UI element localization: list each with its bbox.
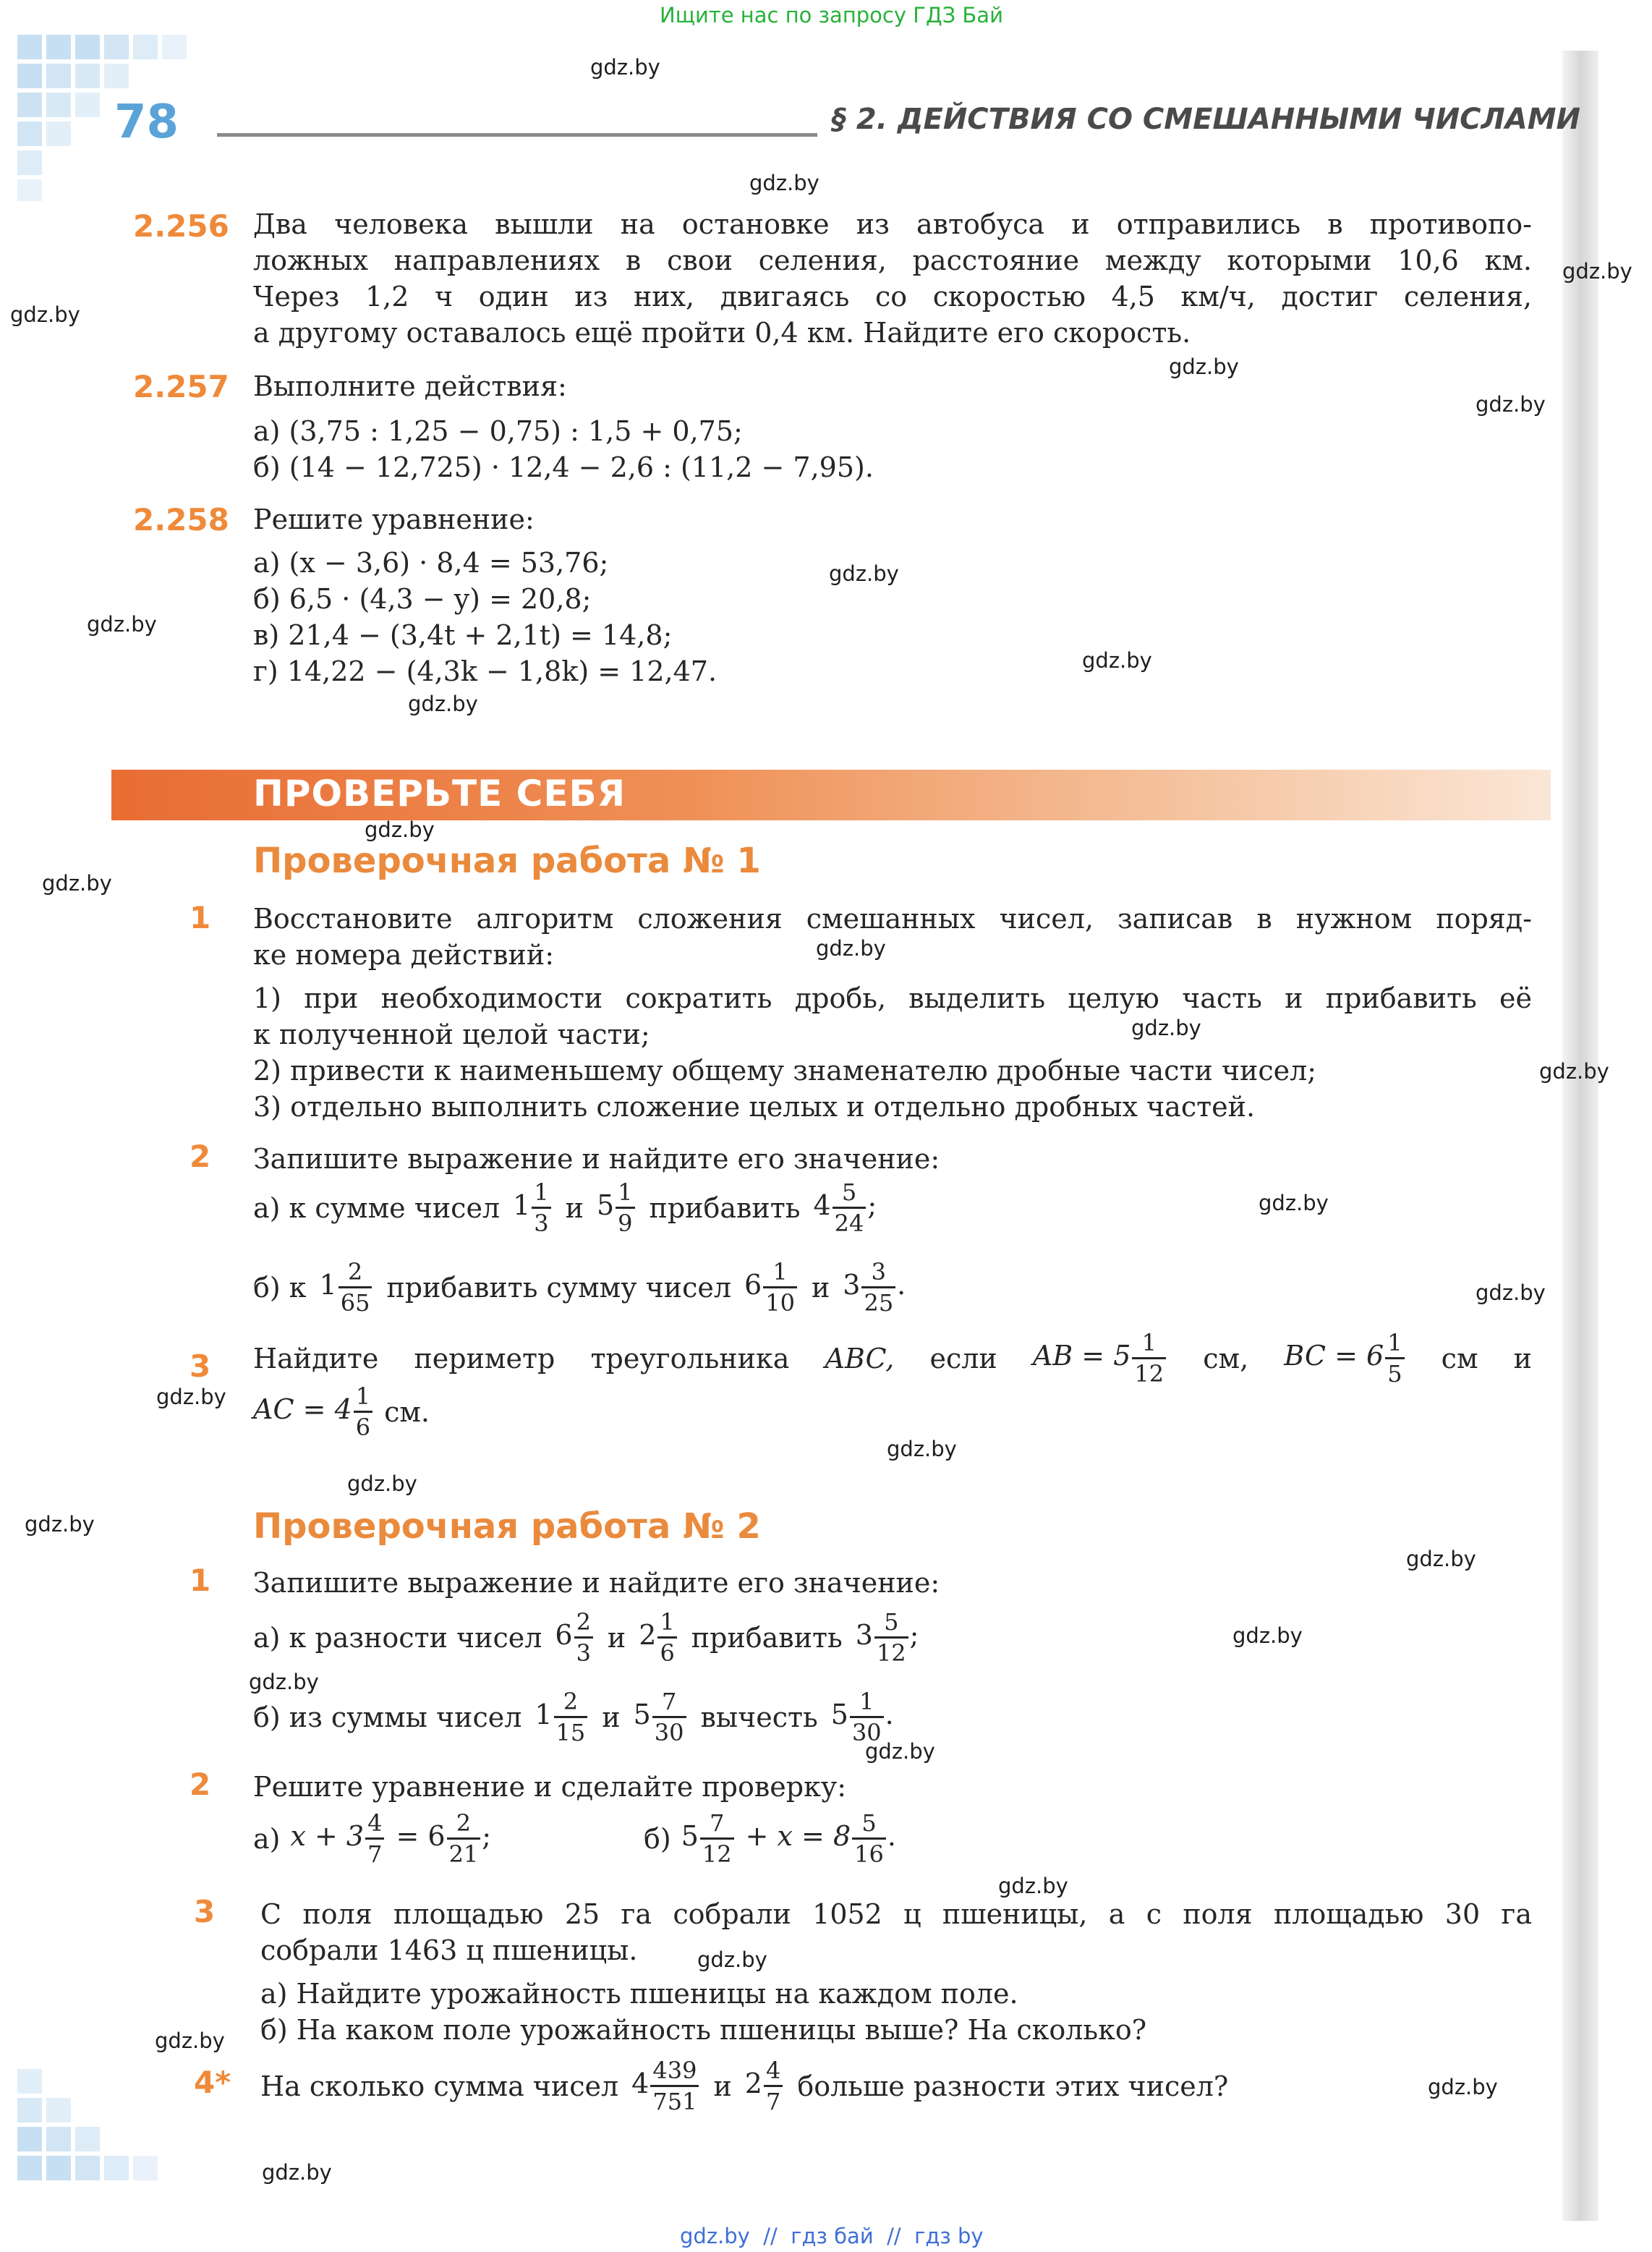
work-1-q3-number: 3 xyxy=(190,1348,211,1384)
work-1-q1-number: 1 xyxy=(190,900,211,935)
watermark-text: gdz.by xyxy=(697,1947,767,1972)
work-2-q3-b: б) На каком поле урожайность пшеницы выше? На сколько? xyxy=(260,2014,1147,2046)
task-2-258-intro: Решите уравнение: xyxy=(253,503,535,535)
work-1-q2-a xyxy=(253,1178,877,1237)
watermark-text: gdz.by xyxy=(998,1874,1068,1898)
work-2-q2-a: а) x + 3 $\frac{4}{7}$ = 6 $\frac{2}{21}$ ; xyxy=(253,1809,492,1868)
site-banner-link[interactable]: Ищите нас по запросу ГДЗ Бай xyxy=(660,3,1003,27)
work-1-q1-step: 3) отдельно выполнить сложение целых и отдельно дробных частей. xyxy=(253,1091,1256,1123)
work-1-q1-step: к полученной целой части; xyxy=(253,1019,650,1050)
task-2-258-c: в) 21,4 − (3,4t + 2,1t) = 14,8; xyxy=(253,619,673,651)
task-number-2-257: 2.257 xyxy=(133,369,229,404)
work-1-title: Проверочная работа № 1 xyxy=(253,841,761,881)
task-2-256-line: Через 1,2 ч один из них, двигаясь со скоростью 4,5 км/ч, достиг селения, xyxy=(253,281,1532,313)
work-1-q2-b xyxy=(253,1258,906,1317)
work-2-q4: На сколько сумма чисел 4 $\frac{439}{751}$ и 2 $\frac{4}{7}$ больше разности этих чисел? xyxy=(260,2057,1229,2115)
task-2-256-line: ложных направлениях в свои селения, расстояние между которыми 10,6 км. xyxy=(253,245,1532,276)
check-yourself-title: ПРОВЕРЬТЕ СЕБЯ xyxy=(253,773,626,815)
section-title: § 2. ДЕЙСТВИЯ СО СМЕШАННЫМИ ЧИСЛАМИ xyxy=(832,103,1580,136)
task-2-257-intro: Выполните действия: xyxy=(253,370,567,402)
header-rule xyxy=(217,133,817,137)
watermark-text: gdz.by xyxy=(156,1385,226,1409)
watermark-text: gdz.by xyxy=(749,171,819,195)
task-2-258-d: г) 14,22 − (4,3k − 1,8k) = 12,47. xyxy=(253,655,718,687)
watermark-text: gdz.by xyxy=(262,2160,332,2185)
watermark-text: gdz.by xyxy=(590,55,660,80)
watermark-text: gdz.by xyxy=(1232,1623,1303,1648)
task-2-257-b: б) (14 − 12,725) · 12,4 − 2,6 : (11,2 − 7,95). xyxy=(253,451,874,483)
task-2-258-a: а) (x − 3,6) · 8,4 = 53,76; xyxy=(253,547,609,579)
work-1-q1-step: 1) при необходимости сократить дробь, выделить целую часть и прибавить её xyxy=(253,982,1532,1014)
watermark-text: gdz.by xyxy=(408,692,478,716)
work-2-title: Проверочная работа № 2 xyxy=(253,1506,761,1547)
work-2-q2-number: 2 xyxy=(190,1767,211,1802)
watermark-text: gdz.by xyxy=(10,302,80,327)
work-2-q1-number: 1 xyxy=(190,1563,211,1598)
watermark-text: gdz.by xyxy=(155,2028,225,2053)
work-2-q1-intro: Запишите выражение и найдите его значение: xyxy=(253,1567,940,1599)
and-word: и xyxy=(811,1271,830,1304)
work-2-q3-number: 3 xyxy=(194,1894,216,1929)
q2b-text: б) к xyxy=(253,1271,307,1304)
task-2-256-line: а другому оставалось ещё пройти 0,4 км. Найдите его скорость. xyxy=(253,317,1191,349)
work-1-q2-number: 2 xyxy=(190,1139,211,1174)
work-2-q3-line: собрали 1463 ц пшеницы. xyxy=(260,1934,638,1966)
task-2-256-line: Два человека вышли на остановке из автобуса и отправились в противопо- xyxy=(253,208,1532,240)
mixed-number: 1 $\frac{2}{65}$ xyxy=(320,1260,374,1314)
mixed-number: 6 $\frac{1}{10}$ xyxy=(744,1260,799,1314)
watermark-text: gdz.by xyxy=(1082,648,1152,673)
work-1-q1-step: 2) привести к наименьшему общему знаменателю дробные части чисел; xyxy=(253,1055,1317,1087)
work-2-q1-a: а) к разности чисел 6 $\frac{2}{3}$ и 2 $\frac{1}{6}$ прибавить 3 $\frac{5}{12}$ ; xyxy=(253,1608,919,1667)
work-1-q3-line2: AC = 4 $\frac{1}{6}$ см. xyxy=(253,1382,430,1441)
work-1-q1-line: Восстановите алгоритм сложения смешанных чисел, записав в нужном поряд- xyxy=(253,903,1532,935)
watermark-text: gdz.by xyxy=(42,871,112,896)
bottom-site-links[interactable]: gdz.by // гдз бай // гдз by xyxy=(680,2224,984,2248)
work-2-q3-a: а) Найдите урожайность пшеницы на каждом поле. xyxy=(260,1978,1018,2010)
work-2-q2-intro: Решите уравнение и сделайте проверку: xyxy=(253,1771,847,1803)
watermark-text: gdz.by xyxy=(829,561,899,586)
mixed-number: 5 $\frac{1}{9}$ xyxy=(597,1181,636,1235)
watermark-text: gdz.by xyxy=(365,817,435,842)
work-1-q1-line: ке номера действий: xyxy=(253,939,554,971)
and-word: и xyxy=(565,1191,584,1224)
watermark-text: gdz.by xyxy=(347,1471,417,1496)
work-2-q1-b: б) из суммы чисел 1 $\frac{2}{15}$ и 5 $\frac{7}{30}$ вычесть 5 $\frac{1}{30}$ . xyxy=(253,1688,894,1746)
watermark-text: gdz.by xyxy=(1428,2075,1498,2099)
watermark-text: gdz.by xyxy=(865,1739,935,1764)
mixed-number: 3 $\frac{3}{25}$ . xyxy=(843,1258,906,1317)
task-number-2-258: 2.258 xyxy=(133,502,229,537)
task-2-257-a: а) (3,75 : 1,25 − 0,75) : 1,5 + 0,75; xyxy=(253,415,743,447)
watermark-text: gdz.by xyxy=(1476,1280,1546,1305)
work-1-q2-intro: Запишите выражение и найдите его значение: xyxy=(253,1143,940,1175)
watermark-text: gdz.by xyxy=(1476,392,1546,417)
work-2-q3-line: С поля площадью 25 га собрали 1052 ц пшеницы, а с поля площадью 30 га xyxy=(260,1898,1532,1930)
q2b-text: прибавить сумму чисел xyxy=(386,1271,732,1304)
add-word: прибавить xyxy=(649,1191,801,1224)
work-1-q3-line1: Найдите периметр треугольника ABC, если AB = 5 $\frac{1}{12}$ см, BC = 6 $\frac{1}{5}$ см и xyxy=(253,1329,1532,1388)
watermark-text: gdz.by xyxy=(1169,354,1239,379)
watermark-text: gdz.by xyxy=(1539,1059,1609,1084)
watermark-text: gdz.by xyxy=(887,1437,957,1461)
task-2-258-b: б) 6,5 · (4,3 − y) = 20,8; xyxy=(253,583,592,615)
watermark-text: gdz.by xyxy=(1131,1016,1201,1040)
watermark-text: gdz.by xyxy=(249,1670,319,1694)
watermark-text: gdz.by xyxy=(1259,1191,1329,1215)
page-binding-shadow xyxy=(1562,51,1598,2221)
mixed-number: 4 $\frac{5}{24}$ ; xyxy=(813,1178,877,1237)
mixed-number: 1 $\frac{1}{3}$ xyxy=(513,1181,553,1235)
watermark-text: gdz.by xyxy=(1562,259,1632,284)
watermark-text: gdz.by xyxy=(1406,1547,1476,1571)
watermark-text: gdz.by xyxy=(87,612,157,637)
watermark-text: gdz.by xyxy=(25,1512,95,1537)
work-2-q4-number: 4* xyxy=(194,2065,231,2100)
page-number: 78 xyxy=(114,95,179,149)
work-2-q2-b: б) 5 $\frac{7}{12}$ + x = 8 $\frac{5}{16}$ . xyxy=(644,1809,896,1868)
watermark-text: gdz.by xyxy=(816,936,886,961)
q2a-text: а) к сумме чисел xyxy=(253,1191,501,1224)
task-number-2-256: 2.256 xyxy=(133,208,229,244)
